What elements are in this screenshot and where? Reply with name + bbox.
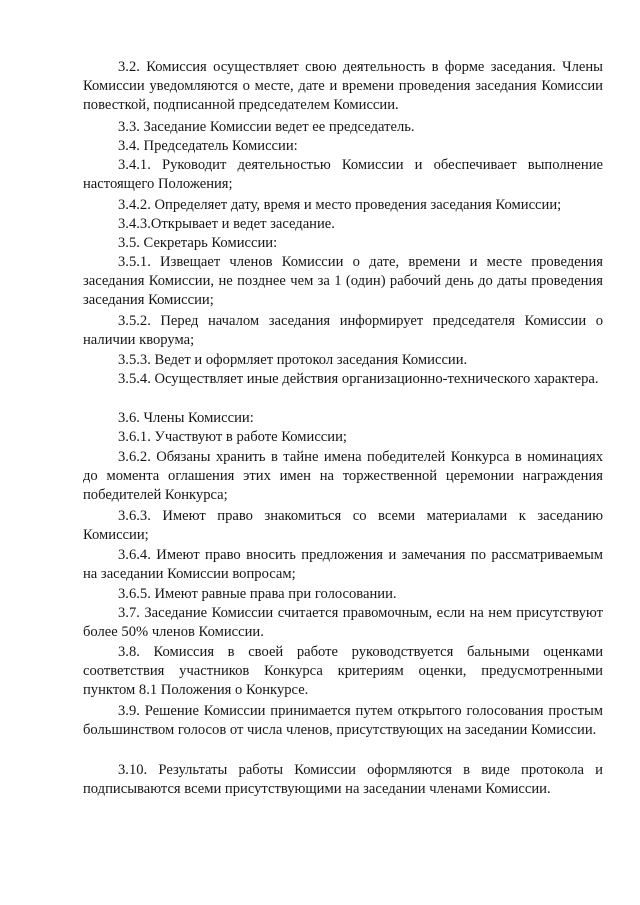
paragraph-3-6-4: 3.6.4. Имеют право вносить предложения и замечания по рассматриваемым на заседании Комиссии вопросам; <box>83 547 603 583</box>
paragraph-3-9: 3.9. Решение Комиссии принимается путем открытого голосования простым большинством голосов от числа членов, присутствующих на заседании Комиссии. <box>83 703 603 739</box>
paragraph-3-4-2: 3.4.2. Определяет дату, время и место проведения заседания Комиссии; <box>118 197 562 213</box>
paragraph-3-2: 3.2. Комиссия осуществляет свою деятельность в форме заседания. Члены Комиссии уведомляются о месте, дате и времени проведения заседания Комиссии повесткой, подписанной председателем Комиссии. <box>83 59 603 114</box>
paragraph-3-5-1: 3.5.1. Извещает членов Комиссии о дате, времени и месте проведения заседания Комиссии, не позднее чем за 1 (один) рабочий день до даты проведения заседания Комиссии; <box>83 254 603 309</box>
paragraph-3-4: 3.4. Председатель Комиссии: <box>118 138 298 154</box>
paragraph-3-5: 3.5. Секретарь Комиссии: <box>118 235 278 251</box>
paragraph-3-6-1: 3.6.1. Участвуют в работе Комиссии; <box>118 429 347 445</box>
paragraph-3-6-5: 3.6.5. Имеют равные права при голосовании. <box>118 586 397 602</box>
paragraph-3-8: 3.8. Комиссия в своей работе руководствуется бальными оценками соответствия участников Конкурса критериям оценки, предусмотренными пунктом 8.1 Положения о Конкурсе. <box>83 644 603 699</box>
paragraph-3-5-3: 3.5.3. Ведет и оформляет протокол заседания Комиссии. <box>118 352 468 368</box>
paragraph-3-4-1: 3.4.1. Руководит деятельностью Комиссии и обеспечивает выполнение настоящего Положения; <box>83 157 603 193</box>
paragraph-3-6-2: 3.6.2. Обязаны хранить в тайне имена победителей Конкурса в номинациях до момента оглашения этих имен на торжественной церемонии награждения победителей Конкурса; <box>83 449 603 504</box>
paragraph-3-10: 3.10. Результаты работы Комиссии оформляются в виде протокола и подписываются всеми присутствующими на заседании членами Комиссии. <box>83 762 603 798</box>
paragraph-3-3: 3.3. Заседание Комиссии ведет ее председатель. <box>118 119 415 135</box>
paragraph-3-5-2: 3.5.2. Перед началом заседания информирует председателя Комиссии о наличии кворума; <box>83 313 603 349</box>
paragraph-3-6: 3.6. Члены Комиссии: <box>118 410 254 426</box>
paragraph-3-4-3: 3.4.3.Открывает и ведет заседание. <box>118 216 335 232</box>
paragraph-3-6-3: 3.6.3. Имеют право знакомиться со всеми материалами к заседанию Комиссии; <box>83 508 603 544</box>
paragraph-3-7: 3.7. Заседание Комиссии считается правомочным, если на нем присутствуют более 50% членов Комиссии. <box>83 605 603 641</box>
paragraph-3-5-4: 3.5.4. Осуществляет иные действия организационно-технического характера. <box>118 371 599 387</box>
